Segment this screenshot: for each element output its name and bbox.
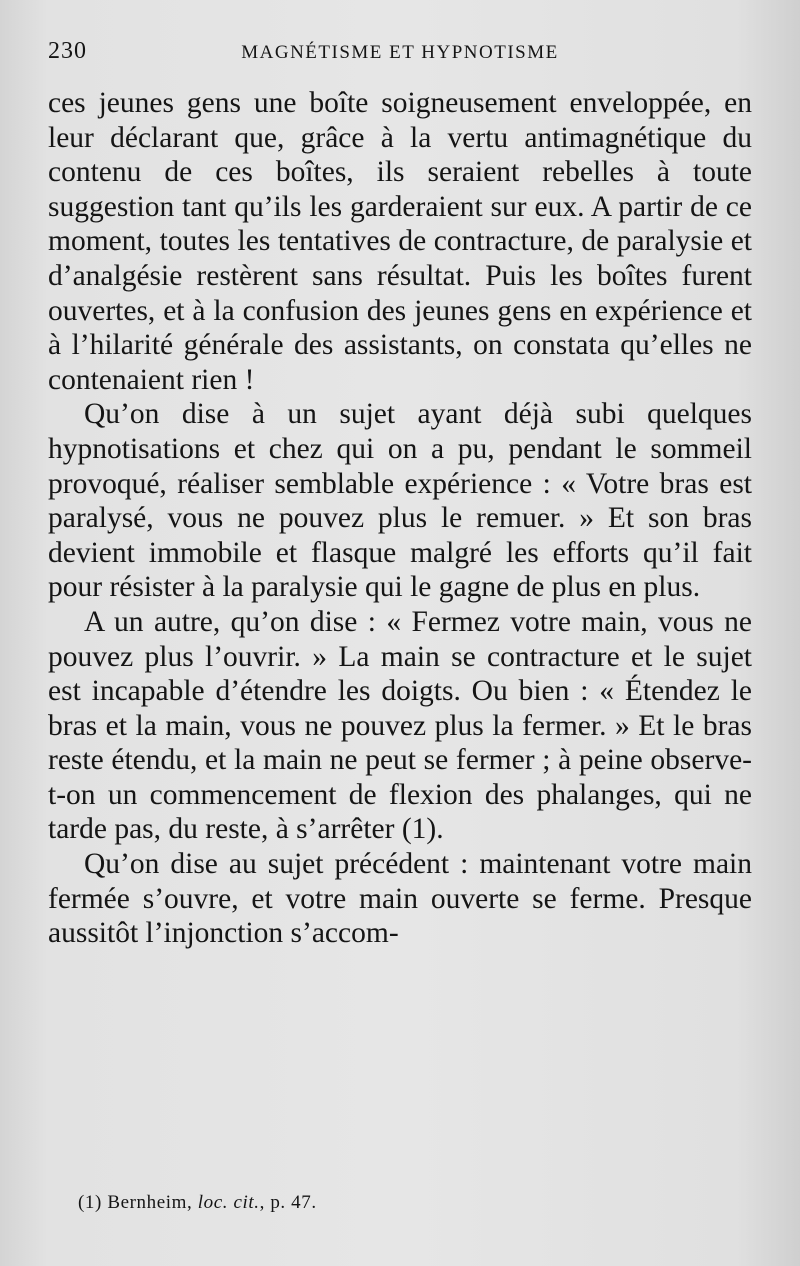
page-number: 230 xyxy=(48,38,87,64)
footnote-author: Bernheim, xyxy=(107,1192,193,1213)
footnote xyxy=(78,1192,317,1214)
paragraph: Qu’on dise à un sujet ayant déjà subi quelques hypnotisations et chez qui on a pu, pendant le sommeil provoqué, réaliser semblable expérience : « Votre bras est paralysé, vous ne pouvez plus le remuer. » Et son bras devient immobile et flasque malgré les efforts qu’il fait pour résister à la paralysie qui le gagne de plus en plus. xyxy=(48,398,752,604)
paragraph: A un autre, qu’on dise : « Fermez votre main, vous ne pouvez plus l’ouvrir. » La main se contracture et le sujet est incapable d’étendre les doigts. Ou bien : « Étendez le bras et la main, vous ne pouvez plus la fermer. » Et le bras reste étendu, et la main ne peut se fermer ; à peine observe-t-on un commencement de flexion des phalanges, qui ne tarde pas, du reste, à s’arrêter (1). xyxy=(48,605,752,846)
paragraph: Qu’on dise au sujet précédent : maintenant votre main fermée s’ouvre, et votre main ouverte se ferme. Presque aussitôt l’injonction s’accom- xyxy=(48,848,752,950)
footnote-citation: loc. cit. xyxy=(197,1192,260,1213)
running-title: MAGNÉTISME ET HYPNOTISME xyxy=(241,42,559,63)
page-header xyxy=(48,38,752,78)
paragraph: ces jeunes gens une boîte soigneusement enveloppée, en leur déclarant que, grâce à la vertu antimagnétique du contenu de ces boîtes, ils seraient rebelles à toute suggestion tant qu’ils les garderaient sur eux. A partir de ce moment, toutes les tentatives de contracture, de paralysie et d’analgésie restèrent sans résultat. Puis les boîtes furent ouvertes, et à la confusion des jeunes gens en expérience et à l’hilarité générale des assistants, on constata qu’elles ne contenaient rien ! xyxy=(48,87,752,396)
footnote-marker: (1) xyxy=(78,1192,102,1213)
body-text xyxy=(48,86,752,951)
footnote-page-ref: , p. 47. xyxy=(259,1192,317,1213)
